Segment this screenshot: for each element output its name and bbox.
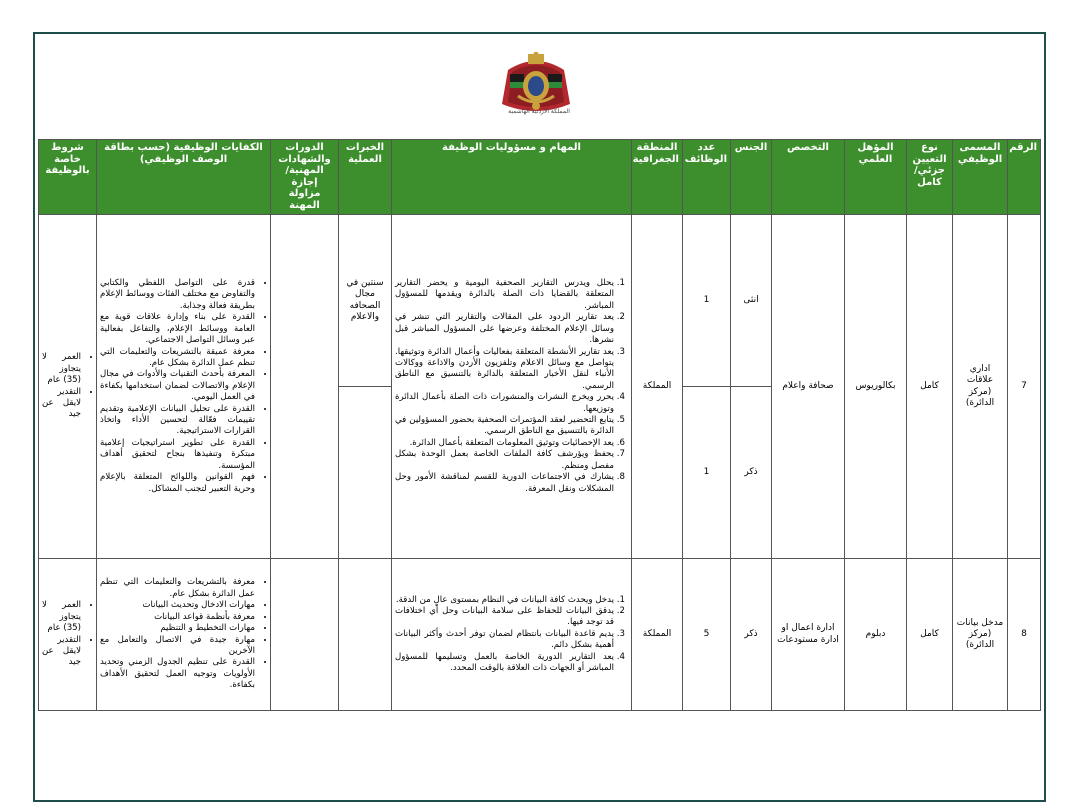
header-region: المنطقة الجغرافية bbox=[632, 140, 683, 215]
header-gender: الجنس bbox=[731, 140, 772, 215]
table-header-row bbox=[39, 140, 1041, 215]
header-courses: الدورات والشهادات المهنية/إجازة مزاولة المهنة bbox=[271, 140, 339, 215]
qualification: دبلوم bbox=[845, 559, 907, 711]
job-count: 1 bbox=[683, 215, 731, 387]
duties-cell bbox=[392, 559, 632, 711]
skill-item: • مهارات التخطيط و التنظيم bbox=[100, 623, 255, 634]
duty-item: 8. يشارك في الاجتماعات الدورية للقسم لمناقشة الأمور وحل المشكلات ونقل المعرفة. bbox=[395, 472, 614, 495]
appointment-type: كامل bbox=[907, 559, 953, 711]
specialization: صحافة واعلام bbox=[772, 215, 845, 559]
kingdom-caption: المملكة الأردنية الهاشمية bbox=[508, 108, 570, 115]
header-job-title: المسمى الوظيفي bbox=[953, 140, 1008, 215]
specialization: ادارة اعمال او ادارة مستودعات bbox=[772, 559, 845, 711]
duties-list bbox=[395, 278, 628, 495]
duty-item: 6. يعد الإحصائيات وتوثيق المعلومات المتعلقة بأعمال الدائرة. bbox=[395, 438, 614, 449]
duty-item: 5. يتابع التحضير لعقد المؤتمرات الصحفية بحضور المسؤولين في الدائرة بالتنسيق مع الناطق الرسمي. bbox=[395, 415, 614, 438]
header-appointment-type: نوع التعيين جزئي/ كامل bbox=[907, 140, 953, 215]
skills-list bbox=[100, 278, 267, 495]
duty-item: 1. يدخل ويحدث كافة البيانات في النظام بمستوى عالٍ من الدقة. bbox=[395, 595, 614, 606]
conditions-list bbox=[42, 600, 93, 669]
condition-item: • التقدير لايقل عن جيد bbox=[42, 387, 81, 421]
duty-item: 2. يعد تقارير الردود على المقالات والتقارير التي تنشر في وسائل الإعلام المختلفة وعرضها على المسؤول المباشر قبل نشرها. bbox=[395, 312, 614, 346]
conditions-cell bbox=[39, 559, 97, 711]
skill-item: • القدرة على تطوير استراتيجيات إعلامية مبتكرة وتنفيذها بنجاح لتحقيق أهداف المؤسسة. bbox=[100, 438, 255, 472]
table-row bbox=[39, 215, 1041, 387]
courses bbox=[271, 215, 339, 559]
gender: ذكر bbox=[731, 559, 772, 711]
job-count: 1 bbox=[683, 387, 731, 559]
duty-item: 4. يعد التقارير الدورية الخاصة بالعمل وتسليمها للمسؤول المباشر أو الجهات ذات العلاقة بالوقت المحدد. bbox=[395, 652, 614, 675]
duty-item: 3. يديم قاعدة البيانات بانتظام لضمان توفر أحدث وأكثر البيانات أهمية بشكل دائم. bbox=[395, 629, 614, 652]
duties-list bbox=[395, 595, 628, 675]
appointment-type: كامل bbox=[907, 215, 953, 559]
courses bbox=[271, 559, 339, 711]
experience: سنتين في مجال الصحافه والاعلام bbox=[339, 215, 392, 387]
duty-item: 3. يعد تقارير الأنشطة المتعلقة بفعاليات وأعمال الدائرة وتوثيقها. يتواصل مع وسائل الاعلام وتلفزيون الأردن والاذاعة ووكالات الأنباء لنقل الأخبار المتعلقة بالدائرة بالتنسيق مع الناطق الرسمي. bbox=[395, 347, 614, 393]
job-title: اداري علاقات (مركز الدائرة) bbox=[953, 215, 1008, 559]
skills-cell bbox=[97, 215, 271, 559]
skills-cell bbox=[97, 559, 271, 711]
header-job-count: عدد الوظائف bbox=[683, 140, 731, 215]
region: المملكة bbox=[632, 559, 683, 711]
duty-item: 2. يدقق البيانات للحفاظ على سلامة البيانات وحل أي اختلافات قد توجد فيها. bbox=[395, 606, 614, 629]
skills-list bbox=[100, 577, 267, 691]
duty-item: 4. يحرر ويخرج النشرات والمنشورات ذات الصلة بأعمال الدائرة وتوزيعها. bbox=[395, 392, 614, 415]
skill-item: • القدرة على تحليل البيانات الإعلامية وتقديم تقييمات فعّالة لتحسين الأداء واتخاذ القرارات الاستراتيجية. bbox=[100, 404, 255, 438]
gender: ذكر bbox=[731, 387, 772, 559]
skill-item: • القدرة على بناء وإدارة علاقات قوية مع العامة ووسائط الإعلام، والتفاعل بفعالية عبر وسائل التواصل الاجتماعي. bbox=[100, 312, 255, 346]
qualification: بكالوريوس bbox=[845, 215, 907, 559]
condition-item: • التقدير لايقل عن جيد bbox=[42, 635, 81, 669]
skill-item: • قدرة على التواصل اللفظي والكتابي والتفاوض مع مختلف الفئات ووسائط الإعلام بطريقة فعالة وجذابة. bbox=[100, 278, 255, 312]
skill-item: • معرفة بأنظمة قواعد البيانات bbox=[100, 612, 255, 623]
job-count: 5 bbox=[683, 559, 731, 711]
conditions-list bbox=[42, 352, 93, 421]
skill-item: • فهم القوانين واللوائح المتعلقة بالإعلام وحرية التعبير لتجنب المشاكل. bbox=[100, 472, 255, 495]
gender: انثى bbox=[731, 215, 772, 387]
table-row bbox=[39, 559, 1041, 711]
job-title: مدخل بيانات (مركز الدائرة) bbox=[953, 559, 1008, 711]
region: المملكة bbox=[632, 215, 683, 559]
header-specialization: التخصص bbox=[772, 140, 845, 215]
conditions-cell bbox=[39, 215, 97, 559]
job-vacancies-table bbox=[38, 139, 1041, 711]
header-conditions: شروط خاصة بالوظيفة bbox=[39, 140, 97, 215]
duty-item: 1. يحلل ويدرس التقارير الصحفية اليومية و يحضر التقارير المتعلقة بالقضايا ذات الصلة بالدائرة ويقدمها للمسؤول المباشر. bbox=[395, 278, 614, 312]
condition-item: • العمر لا يتجاوز (35) عام bbox=[42, 600, 81, 634]
duty-item: 7. يحفظ ويؤرشف كافة الملفات الخاصة بعمل الوحدة بشكل مفصل ومنظم. bbox=[395, 449, 614, 472]
skill-item: • معرفة عميقة بالتشريعات والتعليمات التي تنظم عمل الدائرة بشكل عام. bbox=[100, 347, 255, 370]
experience-empty bbox=[339, 387, 392, 559]
skill-item: • مهارة جيدة في الاتصال والتعامل مع الآخرين bbox=[100, 635, 255, 658]
header-qualification: المؤهل العلمي bbox=[845, 140, 907, 215]
header-number: الرقم bbox=[1008, 140, 1041, 215]
header-duties: المهام و مسؤوليات الوظيفة bbox=[392, 140, 632, 215]
row-number: 8 bbox=[1008, 559, 1041, 711]
condition-item: • العمر لا يتجاوز (35) عام bbox=[42, 352, 81, 386]
header-skills: الكفايات الوظيفية (حسب بطاقة الوصف الوظيفي) bbox=[97, 140, 271, 215]
skill-item: • القدرة على تنظيم الجدول الزمني وتحديد الأولويات وتوجيه العمل لتحقيق الأهداف بكفاءة. bbox=[100, 657, 255, 691]
row-number: 7 bbox=[1008, 215, 1041, 559]
duties-cell bbox=[392, 215, 632, 559]
skill-item: • مهارات الادخال وتحديث البيانات bbox=[100, 600, 255, 611]
skill-item: • المعرفة بأحدث التقنيات والأدوات في مجال الإعلام والاتصالات لضمان استخدامها بكفاءة في العمل اليومي. bbox=[100, 369, 255, 403]
experience bbox=[339, 559, 392, 711]
header-experience: الخبرات العملية bbox=[339, 140, 392, 215]
skill-item: • معرفة بالتشريعات والتعليمات التي تنظم عمل الدائرة بشكل عام. bbox=[100, 577, 255, 600]
